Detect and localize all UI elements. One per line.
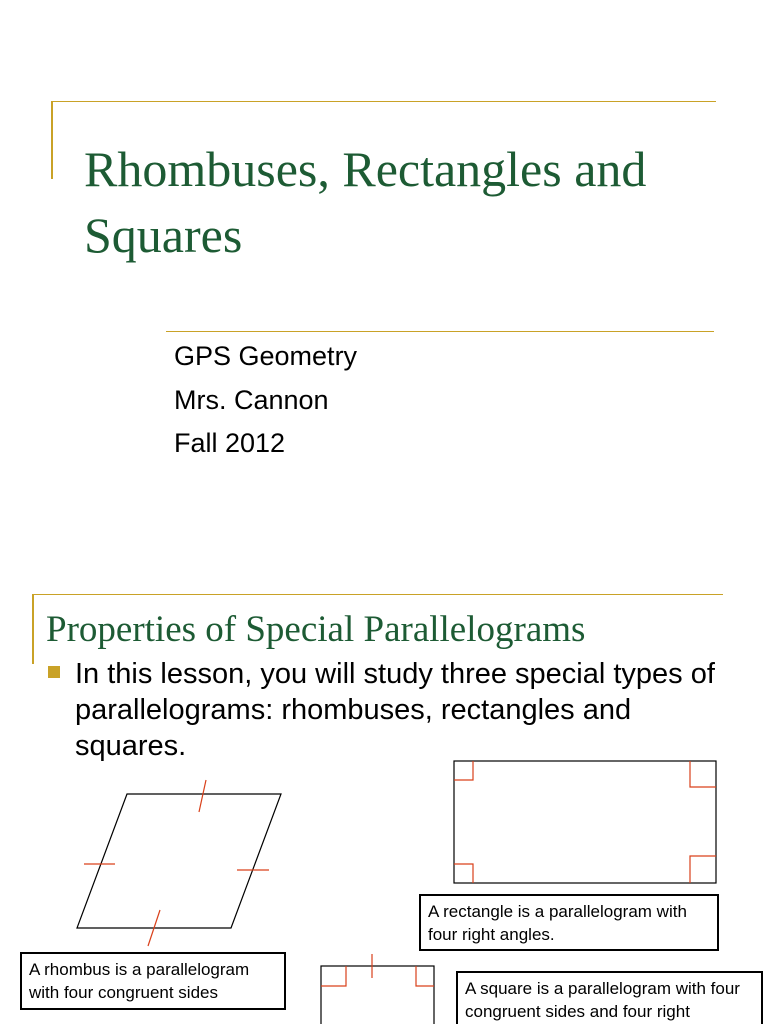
slide-title: Rhombuses, Rectangles and Squares (84, 141, 647, 263)
left-rule (51, 101, 53, 179)
slide-title: Properties of Special Parallelograms (46, 609, 586, 650)
square-marks (321, 954, 434, 986)
rectangle-caption: A rectangle is a parallelogram with four right angles. (419, 894, 719, 951)
subtitle-teacher: Mrs. Cannon (174, 385, 329, 415)
subtitle-term: Fall 2012 (174, 428, 286, 458)
rectangle-shape (454, 761, 716, 883)
top-rule (52, 101, 716, 102)
subtitle-course: GPS Geometry (174, 341, 358, 371)
right-angle-mark (416, 966, 434, 986)
subtitle-rule (166, 331, 714, 332)
properties-slide (0, 560, 768, 1024)
rhombus-caption: A rhombus is a parallelogram with four congruent sides (20, 952, 286, 1010)
square-shape (321, 966, 434, 1024)
right-angle-mark (690, 856, 716, 883)
rhombus-shape (77, 794, 281, 928)
right-angle-mark (321, 966, 346, 986)
tick-mark (199, 780, 206, 812)
rhombus-tick-marks (84, 780, 269, 946)
right-angle-mark (454, 761, 473, 780)
rectangle-right-angle-marks (454, 761, 716, 883)
square-caption: A square is a parallelogram with four congruent sides and four right (456, 971, 763, 1024)
right-angle-mark (690, 761, 716, 787)
right-angle-mark (454, 864, 473, 883)
bullet-text: In this lesson, you will study three special types of parallelograms: rhombuses, rectangles and squares. (75, 658, 715, 762)
